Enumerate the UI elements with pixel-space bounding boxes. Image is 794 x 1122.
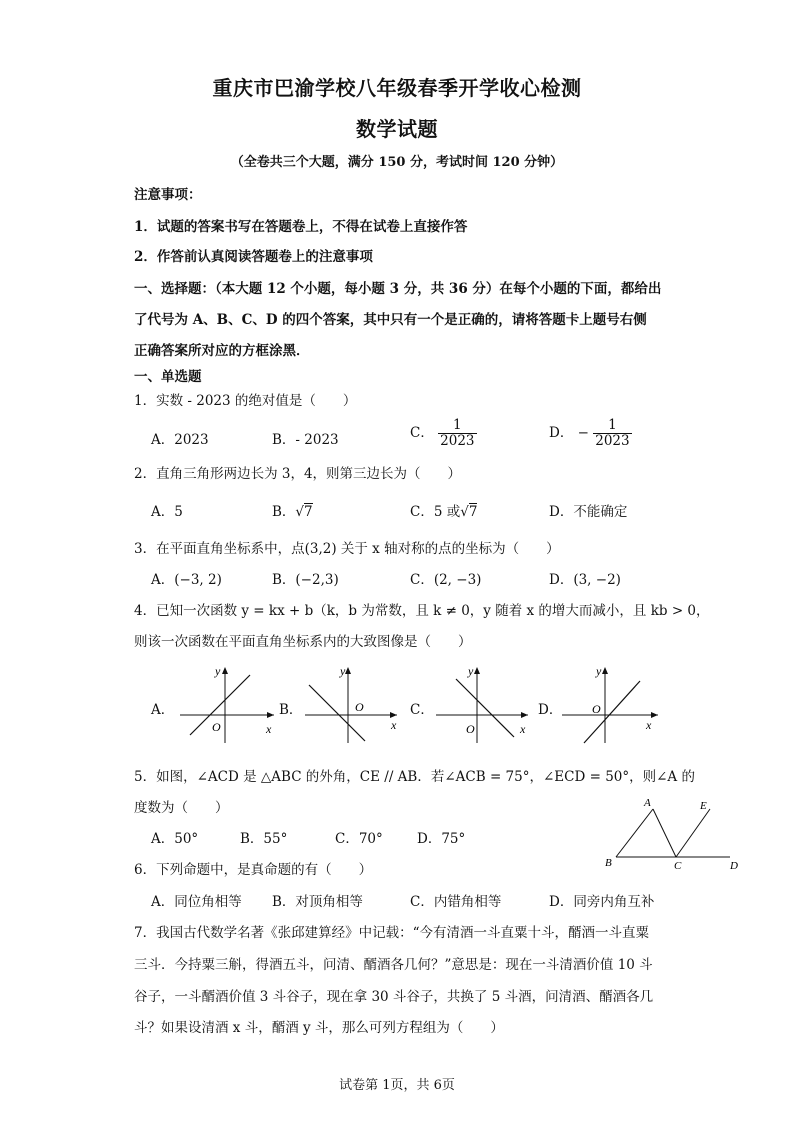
- page-footer: 试卷第 1页，共 6页: [339, 1078, 455, 1093]
- page-title: 重庆市巴渝学校八年级春季开学收心检测: [212, 76, 582, 100]
- option-c: C．内错角相等: [410, 894, 502, 910]
- option-d: D．(3, −2): [549, 572, 621, 588]
- option-d: [549, 418, 632, 449]
- graph-c: [432, 663, 532, 745]
- option-label: C．: [410, 424, 434, 441]
- minus-sign: −: [577, 424, 589, 441]
- option-c-label: C．: [410, 702, 434, 718]
- triangle-figure: [600, 793, 745, 873]
- graph-d: [560, 663, 664, 745]
- axis-x-label: x: [520, 722, 526, 736]
- point-label: A: [644, 797, 651, 809]
- option-b-label: B．: [279, 702, 303, 718]
- radicand: 7: [468, 504, 478, 520]
- denominator: 2023: [595, 432, 630, 449]
- point-label: D: [730, 860, 738, 872]
- fraction: [593, 418, 631, 449]
- sqrt-icon: √: [460, 504, 469, 520]
- origin-label: O: [212, 720, 221, 734]
- numerator: 1: [438, 418, 476, 434]
- question-stem: 1．实数 - 2023 的绝对值是（ ）: [134, 393, 357, 409]
- option-d-label: D．: [538, 702, 563, 718]
- graph-a: [178, 663, 278, 745]
- option-a: A．(−3, 2): [151, 572, 222, 588]
- option-a: A．同位角相等: [151, 894, 242, 910]
- axis-x-label: x: [266, 722, 272, 736]
- axis-y-label: y: [215, 664, 221, 678]
- option-label: C．5 或: [410, 504, 461, 520]
- option-label: B．: [272, 504, 296, 520]
- section-subheading: 一、单选题: [134, 369, 202, 385]
- axis-y-label: y: [468, 664, 474, 678]
- option-a: A．2023: [151, 432, 209, 448]
- question-stem: 谷子，一斗醑酒价值 3 斗谷子，现在拿 30 斗谷子，共换了 5 斗酒，问清酒、醑酒各几: [134, 989, 654, 1005]
- origin-label: O: [466, 722, 475, 736]
- option-c: C．70°: [335, 831, 383, 847]
- question-stem: 斗？如果设清酒 x 斗，醑酒 y 斗，那么可列方程组为（ ）: [134, 1020, 504, 1036]
- section-intro: 一、选择题：（本大题 12 个小题，每小题 3 分，共 36 分）在每个小题的下面，都给出: [134, 281, 662, 297]
- axis-x-label: x: [646, 718, 652, 732]
- fraction: [438, 418, 476, 449]
- graph-b: [303, 663, 403, 745]
- option-c: C．(2, −3): [410, 572, 482, 588]
- option-a-label: A．: [151, 702, 175, 718]
- option-c: [410, 500, 477, 520]
- point-label: C: [674, 860, 682, 872]
- option-b: [272, 500, 313, 520]
- axis-y-label: y: [340, 664, 346, 678]
- option-b: B．55°: [240, 831, 288, 847]
- option-d: D．75°: [417, 831, 466, 847]
- option-a: A．5: [151, 504, 183, 520]
- option-b: B．(−2,3): [272, 572, 339, 588]
- option-c: [410, 418, 477, 449]
- exam-info: （全卷共三个大题，满分 150 分，考试时间 120 分钟）: [230, 155, 564, 170]
- point-label: B: [605, 857, 612, 869]
- question-stem: 3．在平面直角坐标系中，点(3,2) 关于 x 轴对称的点的坐标为（ ）: [134, 541, 560, 557]
- note-item: 2．作答前认真阅读答题卷上的注意事项: [134, 249, 373, 265]
- axis-y-label: y: [596, 664, 602, 678]
- option-label: D．: [549, 424, 574, 441]
- question-stem: 2．直角三角形两边长为 3，4，则第三边长为（ ）: [134, 466, 462, 482]
- option-b: B．- 2023: [272, 432, 339, 448]
- option-d: D．同旁内角互补: [549, 894, 655, 910]
- question-stem: 4．已知一次函数 y = kx + b（k，b 为常数，且 k ≠ 0，y 随着 x 的增大而减小，且 kb > 0，: [134, 603, 710, 619]
- point-label: E: [700, 800, 707, 812]
- radicand: 7: [304, 504, 313, 520]
- denominator: 2023: [440, 432, 475, 449]
- question-stem: 度数为（ ）: [134, 800, 229, 816]
- section-intro: 了代号为 A、B、C、D 的四个答案，其中只有一个是正确的，请将答题卡上题号右侧: [134, 312, 647, 328]
- page-subtitle: 数学试题: [356, 117, 438, 141]
- sqrt-icon: √: [295, 504, 305, 520]
- question-stem: 5．如图，∠ACD 是 △ABC 的外角，CE // AB．若∠ACB = 75°，∠ECD = 50°，则∠A 的: [134, 769, 695, 785]
- option-d: D．不能确定: [549, 504, 628, 520]
- question-stem: 7．我国古代数学名著《张邱建算经》中记载：“今有清酒一斗直粟十斗，醑酒一斗直粟: [134, 925, 649, 941]
- axis-x-label: x: [391, 718, 397, 732]
- origin-label: O: [592, 702, 601, 716]
- note-item: 1．试题的答案书写在答题卷上，不得在试卷上直接作答: [134, 219, 468, 235]
- section-intro: 正确答案所对应的方框涂黑．: [134, 343, 310, 359]
- question-stem: 6．下列命题中，是真命题的有（ ）: [134, 862, 373, 878]
- question-stem: 则该一次函数在平面直角坐标系内的大致图像是（ ）: [134, 634, 472, 650]
- question-stem: 三斗．今持粟三斛，得酒五斗，问清、醑酒各几何？”意思是：现在一斗清酒价值 10 斗: [134, 957, 653, 973]
- numerator: 1: [593, 418, 631, 434]
- option-a: A．50°: [151, 831, 199, 847]
- origin-label: O: [355, 700, 364, 714]
- option-b: B．对顶角相等: [272, 894, 363, 910]
- notes-heading: 注意事项：: [134, 187, 202, 203]
